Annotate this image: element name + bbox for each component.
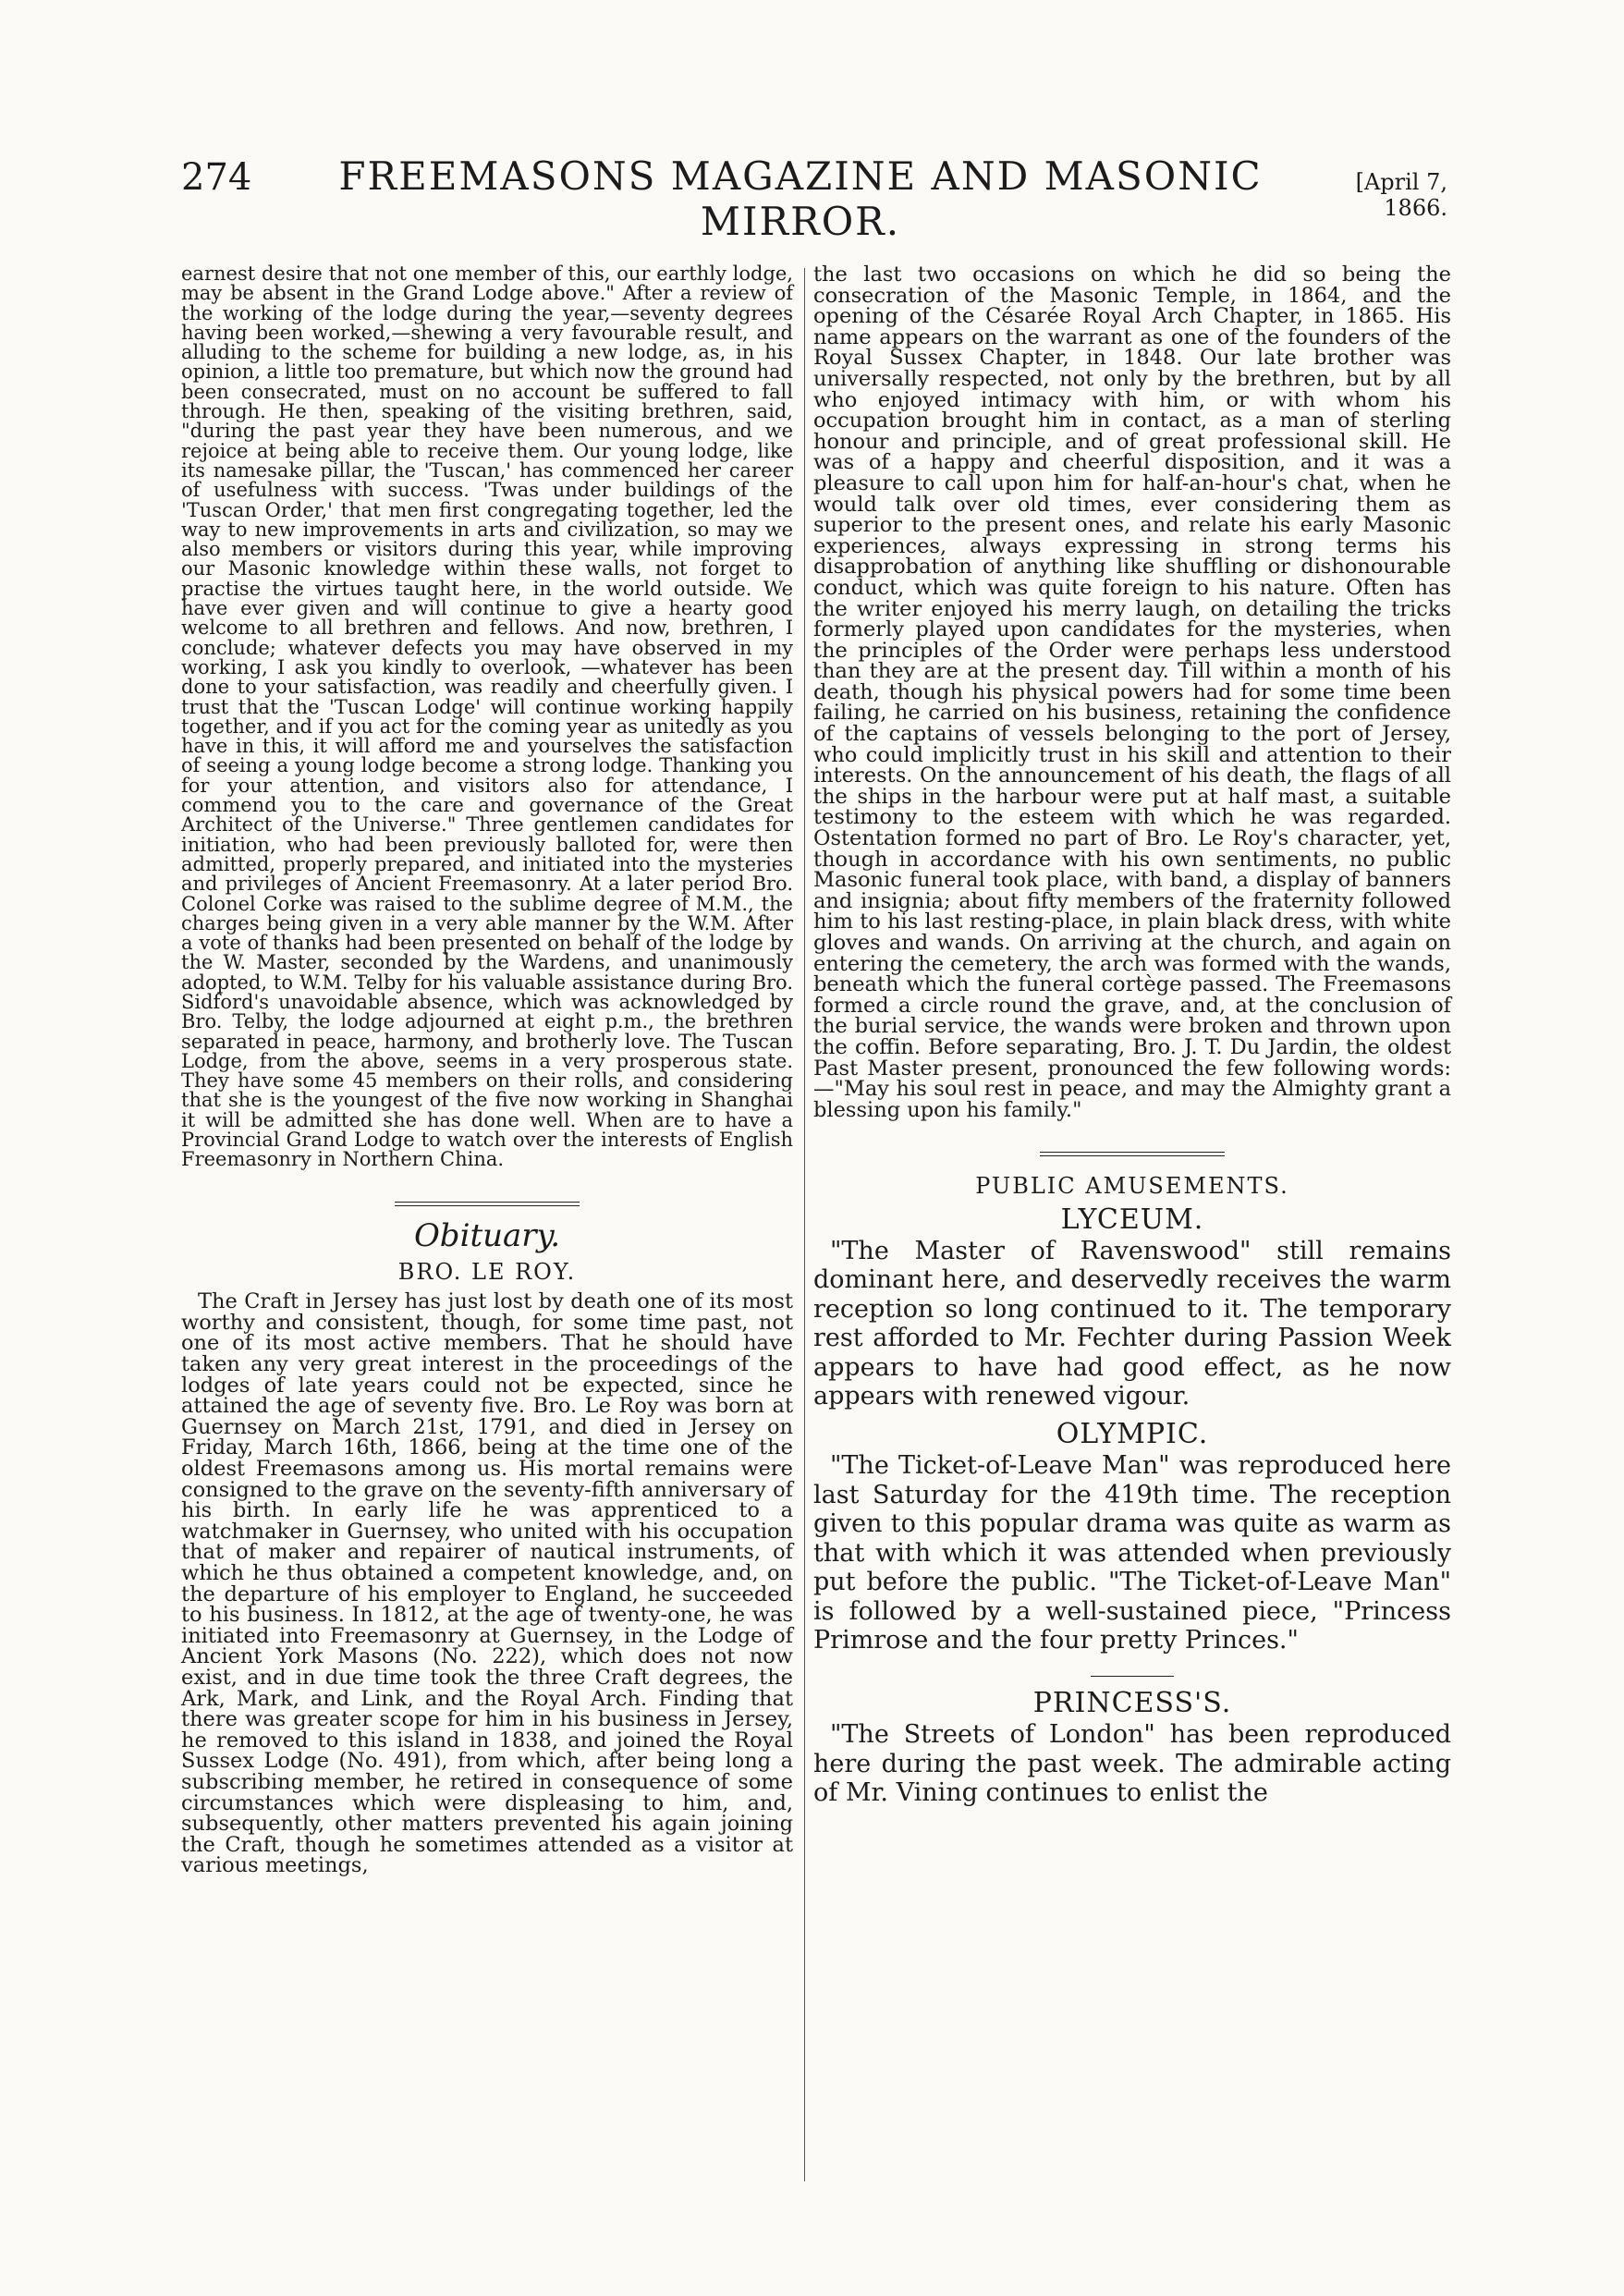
obituary-continued-text: the last two occasions on which he did so being the consecration of the Masonic Temple, in 1864, and the opening of the Césarée Royal Arch Chapter, in 1865. His name appears on the warrant as one of the founders of the Royal Sussex Chapter, in 1848. Our late brother was universally respected, not only by the brethren, but by all who enjoyed intimacy with him, or with whom his occupation brought him in contact, as a man of sterling honour and principle, and of great professional skill. He was of a happy and cheerful disposition, and it was a pleasure to call upon him for half-an-hour's chat, when he would talk over old times, ever considering them as superior to the present ones, and relate his early Masonic experiences, always expressing in strong terms his disapprobation of anything like shuffling or dishonourable conduct, which was quite foreign to his nature. Often has the writer enjoyed his merry laugh, on detailing the tricks formerly played upon candidates for the mysteries, when the principles of the Order were perhaps less understood than they are at the present day. Till within a month of his death, though his physical powers had for some time been failing, he carried on his business, retaining the confidence of the captains of vessels belonging to the port of Jersey, who could implicitly trust in his skill and attention to their interests. On the announcement of his death, the flags of all the ships in the harbour were put at half mast, a suitable testimony to the esteem with which he was regarded. Ostentation formed no part of Bro. Le Roy's character, yet, though in accordance with his own sentiments, no public Masonic funeral took place, with band, a display of banners and insignia; about fifty members of the fraternity followed him to his last resting-place, in plain black dress, with white gloves and wands. On arriving at the church, and again on entering the cemetery, the arch was formed with the wands, beneath which the funeral cortège passed. The Freemasons formed a circle round the grave, and, at the conclusion of the burial service, the wands were broken and thrown upon the coffin. Before separating, Bro. J. T. Du Jardin, the oldest Past Master present, pronounced the few following words:—"May his soul rest in peace, and may the Almighty grant a blessing upon his family." bbox=[813, 263, 1451, 1122]
section-divider bbox=[1040, 1152, 1225, 1156]
obituary-heading: Obituary. bbox=[413, 1216, 561, 1254]
left-column bbox=[181, 264, 793, 1876]
masthead-title: FREEMASONS MAGAZINE AND MASONIC MIRROR. bbox=[338, 153, 1263, 244]
public-amusements-heading: PUBLIC AMUSEMENTS. bbox=[975, 1173, 1289, 1200]
page-header bbox=[181, 153, 1447, 244]
issue-date: [April 7, 1866. bbox=[1355, 169, 1447, 221]
column-rule bbox=[804, 268, 805, 2181]
princess-text: "The Streets of London" has been reproduced here during the past week. The admirable acting of Mr. Vining continues to enlist the bbox=[813, 1720, 1451, 1808]
section-divider bbox=[1091, 1676, 1174, 1677]
princess-heading: PRINCESS'S. bbox=[1032, 1686, 1232, 1719]
lyceum-text: "The Master of Ravenswood" still remains dominant here, and deservedly receives the warm reception so long continued to it. The temporary rest afforded to Mr. Fechter during Passion Week appears to have had good effect, as he now appears with renewed vigour. bbox=[813, 1236, 1451, 1411]
olympic-text: "The Ticket-of-Leave Man" was reproduced here last Saturday for the 419th time. The reception given to this popular drama was quite as warm as that with which it was attended when previously put before the public. "The Ticket-of-Leave Man" is followed by a well-sustained piece, "Princess Primrose and the four pretty Princes." bbox=[813, 1451, 1451, 1655]
lyceum-heading: LYCEUM. bbox=[1060, 1203, 1204, 1236]
page-number: 274 bbox=[181, 156, 252, 199]
right-column bbox=[813, 264, 1451, 1808]
section-divider bbox=[395, 1202, 580, 1206]
obituary-text: The Craft in Jersey has just lost by death one of its most worthy and consistent, though, for some time past, not one of its most active members. That he should have taken any very great interest in the proceedings of the lodges of late years could not be expected, since he attained the age of seventy five. Bro. Le Roy was born at Guernsey on March 21st, 1791, and died in Jersey on Friday, March 16th, 1866, being at the time one of the oldest Freemasons among us. His mortal remains were consigned to the grave on the seventy-fifth anniversary of his birth. In early life he was apprenticed to a watchmaker in Guernsey, who united with his occupation that of maker and repairer of nautical instruments, of which he thus obtained a competent knowledge, and, on the departure of his employer to England, he succeeded to his business. In 1812, at the age of twenty-one, he was initiated into Freemasonry at Guernsey, in the Lodge of Ancient York Masons (No. 222), which does not now exist, and in due time took the three Craft degrees, the Ark, Mark, and Link, and the Royal Arch. Finding that there was greater scope for him in his business in Jersey, he removed to this island in 1838, and joined the Royal Sussex Lodge (No. 491), from which, after being long a subscribing member, he retired in consequence of some circumstances which were displeasing to him, and, subsequently, other matters prevented his again joining the Craft, though he sometimes attended as a visitor at various meetings, bbox=[181, 1289, 793, 1878]
obituary-name: BRO. LE ROY. bbox=[397, 1258, 577, 1285]
olympic-heading: OLYMPIC. bbox=[1056, 1417, 1209, 1450]
lodge-report-text: earnest desire that not one member of this, our earthly lodge, may be absent in the Grand Lodge above." After a review of the working of the lodge during the year,—seventy degrees having been worked,—shewing a very favourable result, and alluding to the scheme for building a new lodge, as, in his opinion, a little too premature, but which now the ground had been consecrated, must on no account be suffered to fall through. He then, speaking of the visiting brethren, said, "during the past year they have been numerous, and we rejoice at being able to receive them. Our young lodge, like its namesake pillar, the 'Tuscan,' has commenced her career of usefulness with success. 'Twas under buildings of the 'Tuscan Order,' that men first congregating together, led the way to new improvements in arts and civilization, so may we also members or visitors during this year, while improving our Masonic knowledge within these walls, not forget to practise the virtues taught here, in the world outside. We have ever given and will continue to give a hearty good welcome to all brethren and fellows. And now, brethren, I conclude; whatever defects you may have observed in my working, I ask you kindly to overlook, —whatever has been done to your satisfaction, was readily and cheerfully given. I trust that the 'Tuscan Lodge' will continue working happily together, and if you act for the coming year as unitedly as you have in this, it will afford me and yourselves the satisfaction of seeing a young lodge become a strong lodge. Thanking you for your attention, and visitors also for attendance, I commend you to the care and governance of the Great Architect of the Universe." Three gentlemen candidates for initiation, who had been previously balloted for, were then admitted, properly prepared, and initiated into the mysteries and privileges of Ancient Freemasonry. At a later period Bro. Colonel Corke was raised to the sublime degree of M.M., the charges being given in a very able manner by the W.M. After a vote of thanks had been presented on behalf of the lodge by the W. Master, seconded by the Wardens, and unanimously adopted, to W.M. Telby for his valuable assistance during Bro. Sidford's unavoidable absence, which was acknowledged by Bro. Telby, the lodge adjourned at eight p.m., the brethren separated in peace, harmony, and brotherly love. The Tuscan Lodge, from the above, seems in a very prosperous state. They have some 45 members on their rolls, and considering that she is the youngest of the five now working in Shanghai it will be admitted she has done well. When are to have a Provincial Grand Lodge to watch over the interests of English Freemasonry in Northern China. bbox=[181, 263, 793, 1171]
